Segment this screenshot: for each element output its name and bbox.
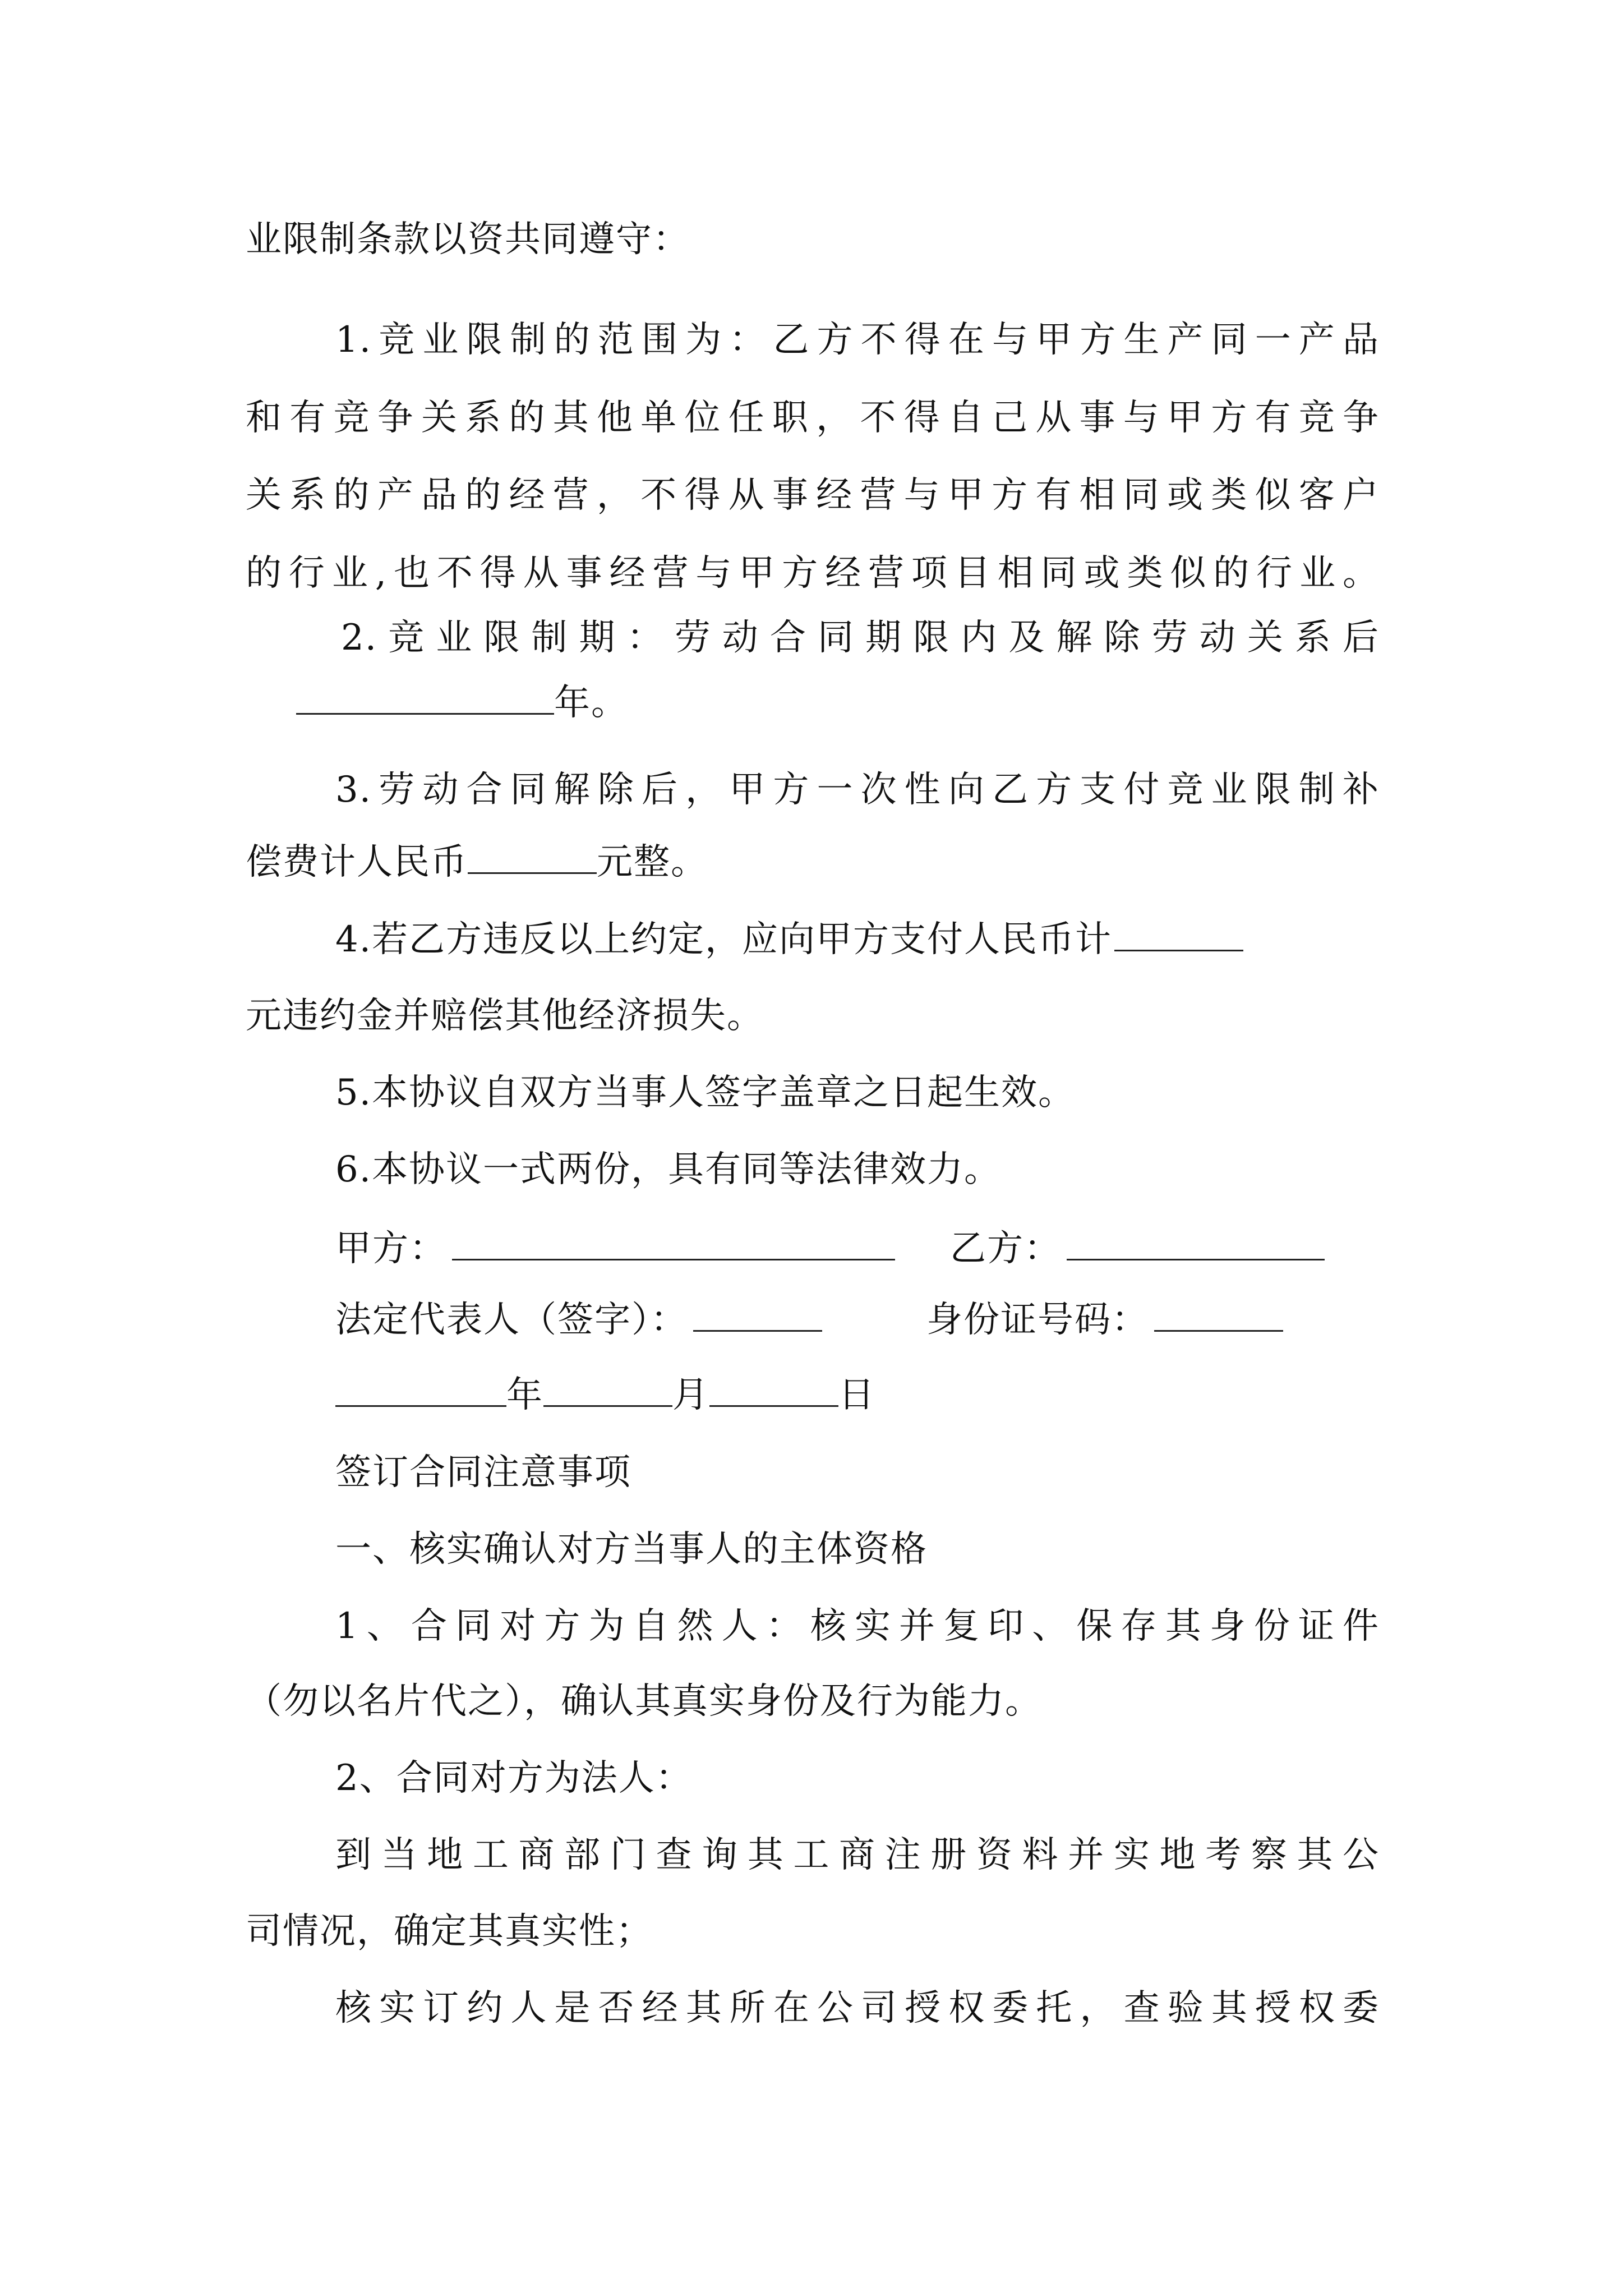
date-day-unit: 日 <box>838 1374 875 1416</box>
note-2-line-2: 司情况，确定其真实性； <box>246 1911 653 1952</box>
clause-5: 5.本协议自双方当事人签字盖章之日起生效。 <box>335 1072 1076 1114</box>
date-day-blank <box>709 1373 838 1407</box>
section-heading: 签订合同注意事项 <box>335 1452 631 1493</box>
party-a-blank <box>452 1226 895 1260</box>
clause-2-line-2 <box>296 680 628 725</box>
clause-3-line-1: 3.劳动合同解除后，甲方一次性向乙方支付竞业限制补 <box>335 769 1380 811</box>
clause-3-line-2 <box>246 840 708 885</box>
years-unit: 年。 <box>554 682 628 724</box>
date-year-unit: 年 <box>506 1374 543 1416</box>
id-number-blank <box>1154 1297 1283 1332</box>
legal-rep-blank <box>693 1297 822 1332</box>
subsection-heading: 一、核实确认对方当事人的主体资格 <box>335 1529 928 1570</box>
clause-1-line-2: 和有竞争关系的其他单位任职，不得自己从事与甲方有竞争 <box>246 397 1380 439</box>
note-2-line-3: 核实订约人是否经其所在公司授权委托，查验其授权委 <box>335 1987 1380 2029</box>
compensation-unit: 元整。 <box>597 841 708 883</box>
legal-rep-line <box>335 1297 822 1342</box>
party-a-signature-line <box>335 1226 895 1271</box>
date-month-blank <box>543 1373 672 1407</box>
term-years-blank <box>296 680 554 715</box>
date-month-unit: 月 <box>672 1374 709 1416</box>
clause-1-line-4: 的行业,也不得从事经营与甲方经营项目相同或类似的行业。 <box>246 553 1380 594</box>
clause-4-line-1 <box>335 917 1380 962</box>
clause-6: 6.本协议一式两份，具有同等法律效力。 <box>335 1149 1002 1190</box>
clause-1-line-3: 关系的产品的经营，不得从事经营与甲方有相同或类似客户 <box>246 475 1380 516</box>
clause-1-line-1: 1.竞业限制的范围为：乙方不得在与甲方生产同一产品 <box>335 319 1380 361</box>
party-b-blank <box>1067 1226 1325 1260</box>
date-year-blank <box>335 1373 506 1407</box>
signing-date-line <box>335 1373 875 1418</box>
clause-2-line-1: 2.竞业限制期：劳动合同期限内及解除劳动关系后 <box>341 617 1380 659</box>
compensation-amount-blank <box>468 840 597 874</box>
penalty-label: 4.若乙方违反以上约定，应向甲方支付人民币计 <box>335 919 1113 960</box>
compensation-label: 偿费计人民币 <box>246 841 468 883</box>
note-2-line-1: 到当地工商部门查询其工商注册资料并实地考察其公 <box>335 1834 1380 1876</box>
note-1-line-2: （勿以名片代之），确认其真实身份及行为能力。 <box>246 1681 1042 1722</box>
id-number-label: 身份证号码： <box>926 1299 1149 1341</box>
note-1-line-1: 1、合同对方为自然人：核实并复印、保存其身份证件 <box>335 1605 1380 1647</box>
text-line: 业限制条款以资共同遵守： <box>246 219 690 260</box>
legal-rep-label: 法定代表人（签字）： <box>335 1299 688 1341</box>
penalty-amount-blank <box>1114 917 1243 951</box>
party-a-label: 甲方： <box>335 1228 446 1269</box>
id-number-line <box>926 1297 1283 1342</box>
party-b-label: 乙方： <box>950 1228 1061 1269</box>
note-2-heading: 2、合同对方为法人： <box>335 1757 693 1799</box>
party-b-signature-line <box>950 1226 1325 1271</box>
clause-4-line-2: 元违约金并赔偿其他经济损失。 <box>246 995 764 1037</box>
